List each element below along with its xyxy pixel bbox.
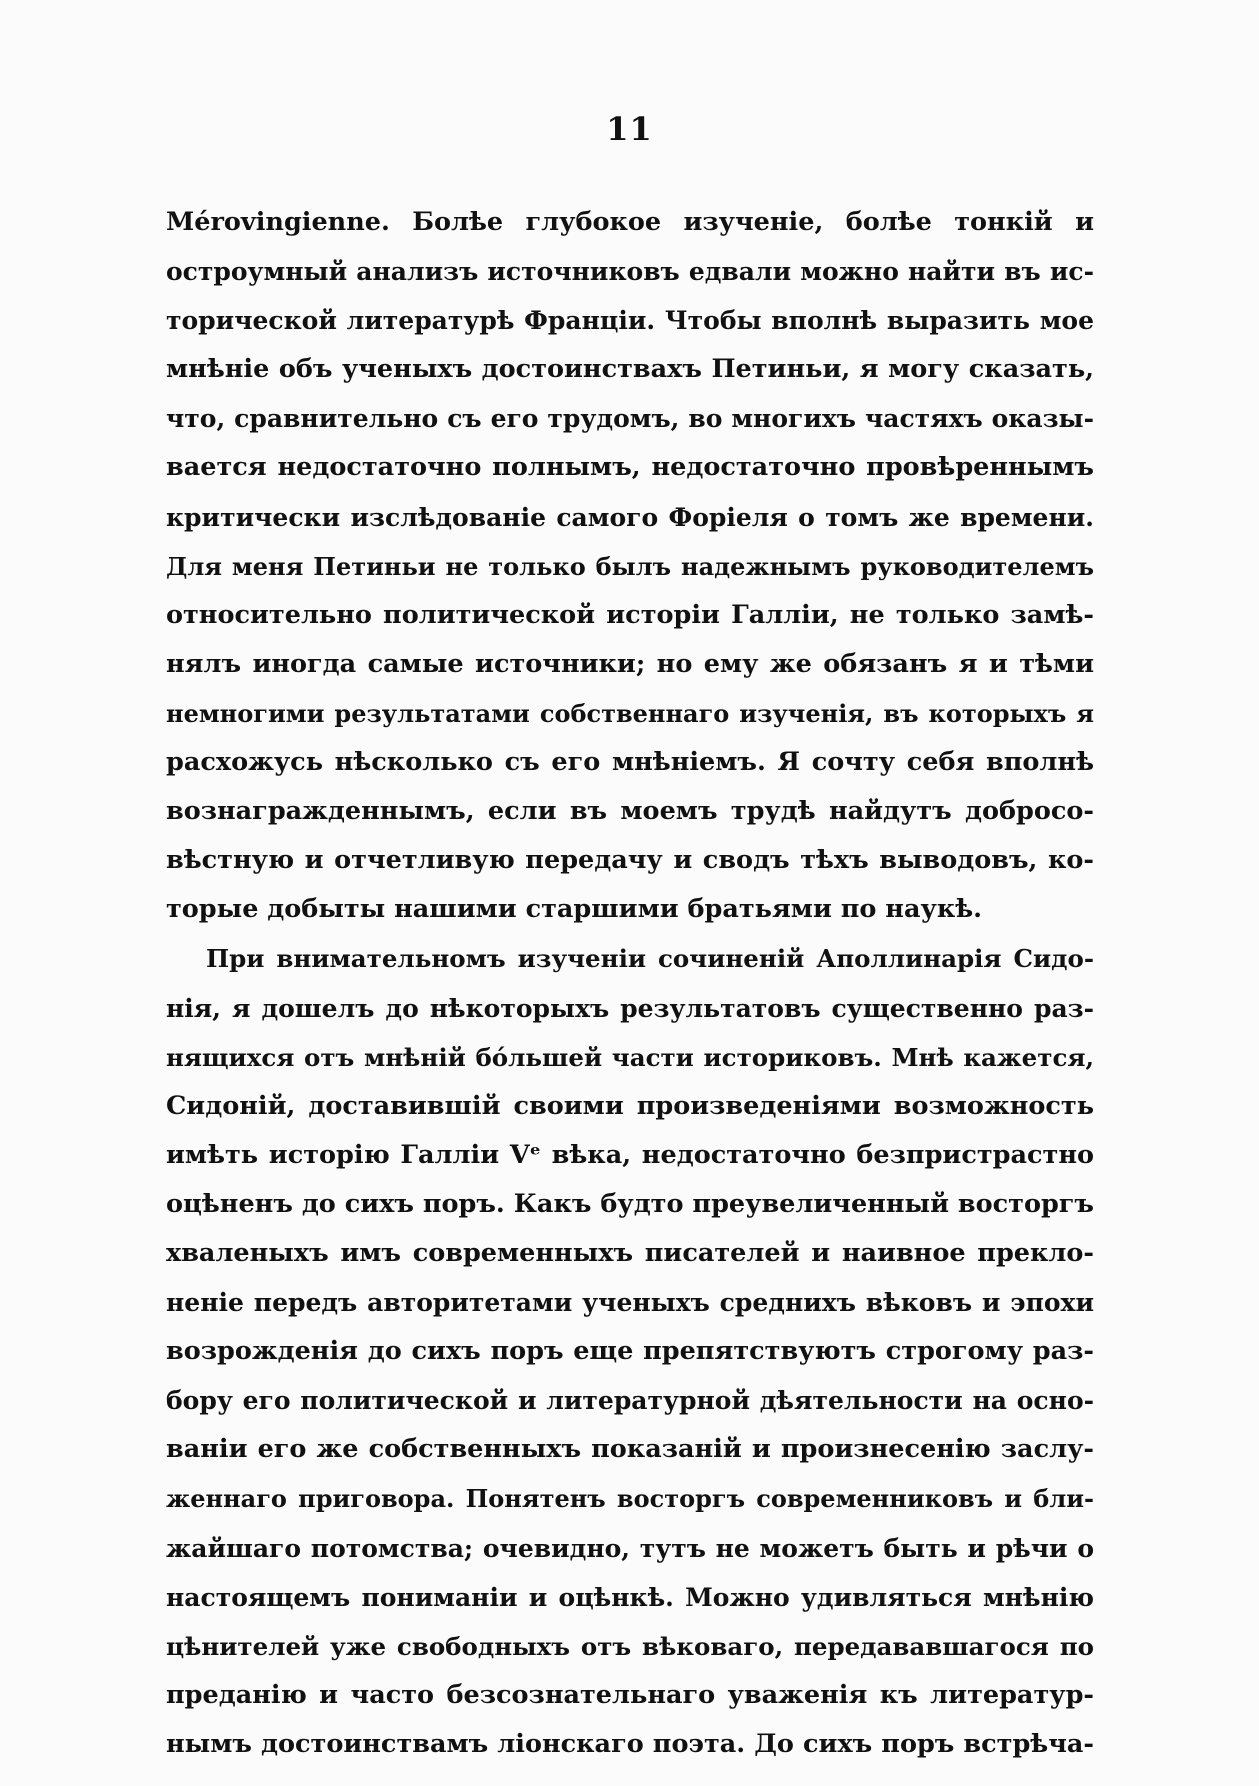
text-line: вознагражденнымъ, если въ моемъ трудѣ найдутъ добросо-	[166, 796, 1094, 827]
body-text	[166, 198, 1094, 1769]
text-line: нымъ достоинствамъ ліонскаго поэта. До сихъ поръ встрѣча-	[166, 1728, 1094, 1759]
text-line: хваленыхъ имъ современныхъ писателей и наивное прекло-	[166, 1237, 1094, 1268]
text-line: оцѣненъ до сихъ поръ. Какъ будто преувеличенный восторгъ	[166, 1188, 1094, 1219]
text-line: остроумный анализъ источниковъ едвали можно найти въ ис-	[166, 257, 1094, 287]
paragraph-end-line: торые добыты нашими старшими братьями по наукѣ.	[166, 894, 983, 925]
text-line: расхожусь нѣсколько съ его мнѣніемъ. Я сочту себя вполнѣ	[166, 747, 1094, 778]
text-line: ваніи его же собственныхъ показаній и произнесенію заслу-	[166, 1434, 1094, 1465]
page-number: 11	[606, 110, 653, 148]
text-line: критически изслѣдованіе самого Форіеля о томъ же времени.	[166, 502, 1094, 532]
text-line: нящихся отъ мнѣній бо́льшей части историковъ. Мнѣ кажется,	[166, 1042, 1094, 1072]
text-line: имѣть исторію Галліи Vᵉ вѣка, недостаточно безпристрастно	[166, 1139, 1094, 1170]
text-line: настоящемъ пониманіи и оцѣнкѣ. Можно удивляться мнѣнію	[166, 1582, 1094, 1612]
text-line: Сидоній, доставившій своими произведеніями возможность	[166, 1090, 1094, 1121]
text-line: вается недостаточно полнымъ, недостаточно провѣреннымъ	[166, 452, 1094, 483]
text-line: торической литературѣ Франціи. Чтобы вполнѣ выразить мое	[166, 306, 1094, 336]
text-line: жайшаго потомства; очевидно, тутъ не можетъ быть и рѣчи о	[166, 1533, 1094, 1563]
text-line: бору его политической и литературной дѣятельности на осно-	[166, 1386, 1094, 1416]
text-line: возрожденія до сихъ поръ еще препятствуютъ строгому раз-	[166, 1336, 1094, 1367]
text-line: неніе передъ авторитетами ученыхъ среднихъ вѣковъ и эпохи	[166, 1288, 1094, 1318]
text-line: нялъ иногда самые источники; но ему же обязанъ я и тѣми	[166, 648, 1094, 679]
text-line: Для меня Петиньи не только былъ надежнымъ руководителемъ	[166, 551, 1094, 581]
text-line: мнѣніе объ ученыхъ достоинствахъ Петиньи, я могу сказать,	[166, 354, 1094, 385]
text-line: нія, я дошелъ до нѣкоторыхъ результатовъ существенно раз-	[166, 993, 1094, 1023]
text-line: преданію и часто безсознательнаго уваженія къ литератур-	[166, 1679, 1094, 1710]
text-line: вѣстную и отчетливую передачу и сводъ тѣхъ выводовъ, ко-	[166, 845, 1094, 876]
text-line: цѣнителей уже свободныхъ отъ вѣковаго, передававшагося по	[166, 1631, 1094, 1661]
text-line: Mérovingienne. Болѣе глубокое изученіе, болѣе тонкій и	[166, 207, 1094, 237]
text-line: относительно политической исторіи Галліи, не только замѣ-	[166, 599, 1094, 630]
text-line: женнаго приговора. Понятенъ восторгъ современниковъ и бли-	[166, 1484, 1094, 1514]
text-line: немногими результатами собственнаго изученія, въ которыхъ я	[166, 698, 1094, 728]
text-line: что, сравнительно съ его трудомъ, во многихъ частяхъ оказы-	[166, 404, 1094, 434]
paragraph-start-line: При внимательномъ изученіи сочиненій Аполлинарія Сидо-	[206, 944, 1094, 974]
